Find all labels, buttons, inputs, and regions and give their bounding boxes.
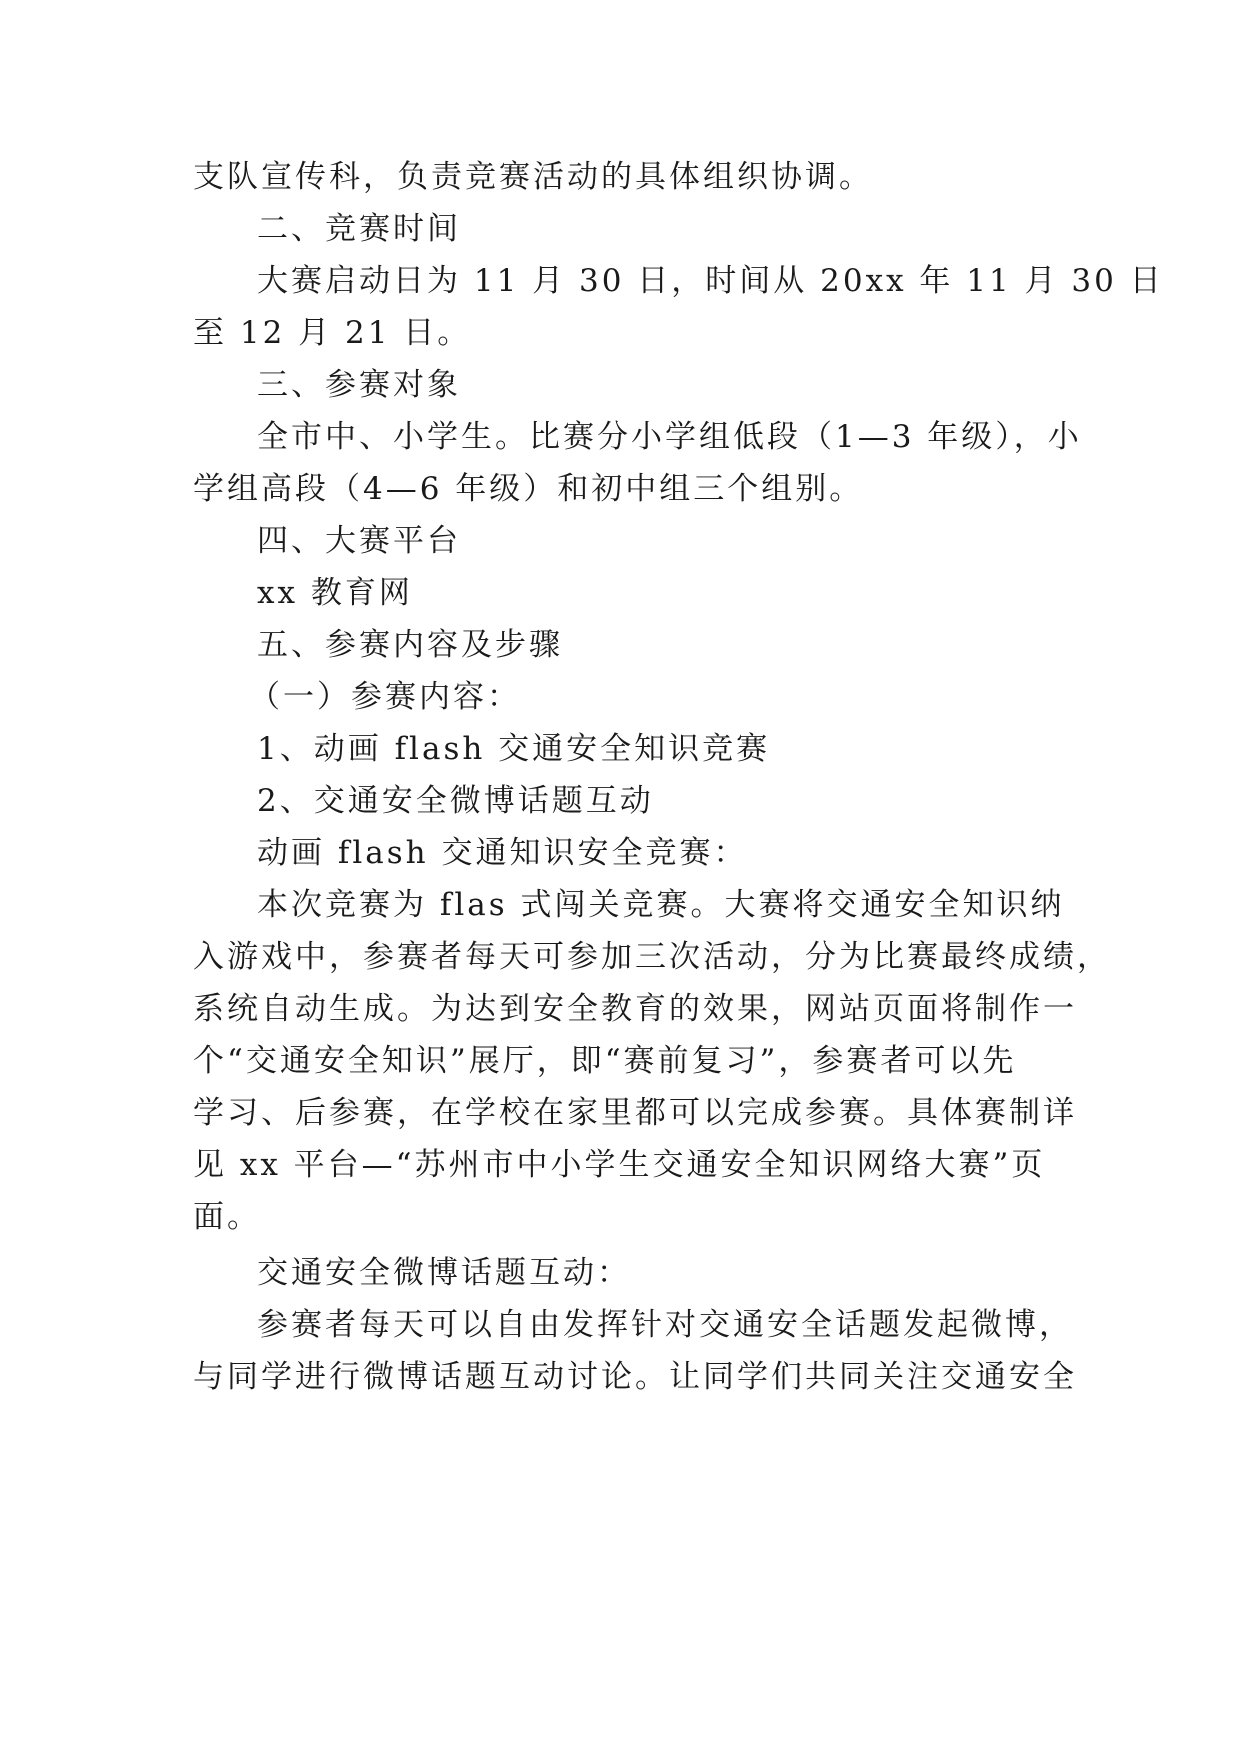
paragraph-line: 个“交通安全知识”展厅，即“赛前复习”，参赛者可以先 bbox=[193, 1043, 1017, 1079]
paragraph-line: 学习、后参赛，在学校在家里都可以完成参赛。具体赛制详 bbox=[193, 1095, 1077, 1131]
list-item: 2、交通安全微博话题互动 bbox=[257, 783, 654, 819]
paragraph-line: 全市中、小学生。比赛分小学组低段（1—3 年级），小 bbox=[257, 419, 1082, 455]
subsection-heading: （一）参赛内容： bbox=[249, 679, 521, 715]
paragraph-line: xx 教育网 bbox=[257, 575, 413, 611]
paragraph-line: 见 xx 平台—“苏州市中小学生交通安全知识网络大赛”页 bbox=[193, 1147, 1046, 1183]
paragraph-line: 系统自动生成。为达到安全教育的效果，网站页面将制作一 bbox=[193, 991, 1077, 1027]
paragraph-line: 与同学进行微博话题互动讨论。让同学们共同关注交通安全 bbox=[193, 1359, 1077, 1395]
section-heading: 五、参赛内容及步骤 bbox=[257, 627, 563, 663]
paragraph-line: 大赛启动日为 11 月 30 日，时间从 20xx 年 11 月 30 日 bbox=[257, 263, 1164, 299]
paragraph-line: 面。 bbox=[193, 1199, 261, 1235]
section-heading: 二、竞赛时间 bbox=[257, 211, 461, 247]
list-item: 1、动画 flash 交通安全知识竞赛 bbox=[257, 731, 771, 767]
subsection-heading: 动画 flash 交通知识安全竞赛： bbox=[257, 835, 748, 871]
paragraph-line: 入游戏中，参赛者每天可参加三次活动，分为比赛最终成绩， bbox=[193, 939, 1111, 975]
section-heading: 四、大赛平台 bbox=[257, 523, 461, 559]
subsection-heading: 交通安全微博话题互动： bbox=[257, 1255, 631, 1291]
paragraph-line: 支队宣传科，负责竞赛活动的具体组织协调。 bbox=[193, 159, 873, 195]
paragraph-line: 学组高段（4—6 年级）和初中组三个组别。 bbox=[193, 471, 864, 507]
section-heading: 三、参赛对象 bbox=[257, 367, 461, 403]
paragraph-line: 本次竞赛为 flas 式闯关竞赛。大赛将交通安全知识纳 bbox=[257, 887, 1065, 923]
paragraph-line: 至 12 月 21 日。 bbox=[193, 315, 472, 351]
paragraph-line: 参赛者每天可以自由发挥针对交通安全话题发起微博， bbox=[257, 1307, 1073, 1343]
